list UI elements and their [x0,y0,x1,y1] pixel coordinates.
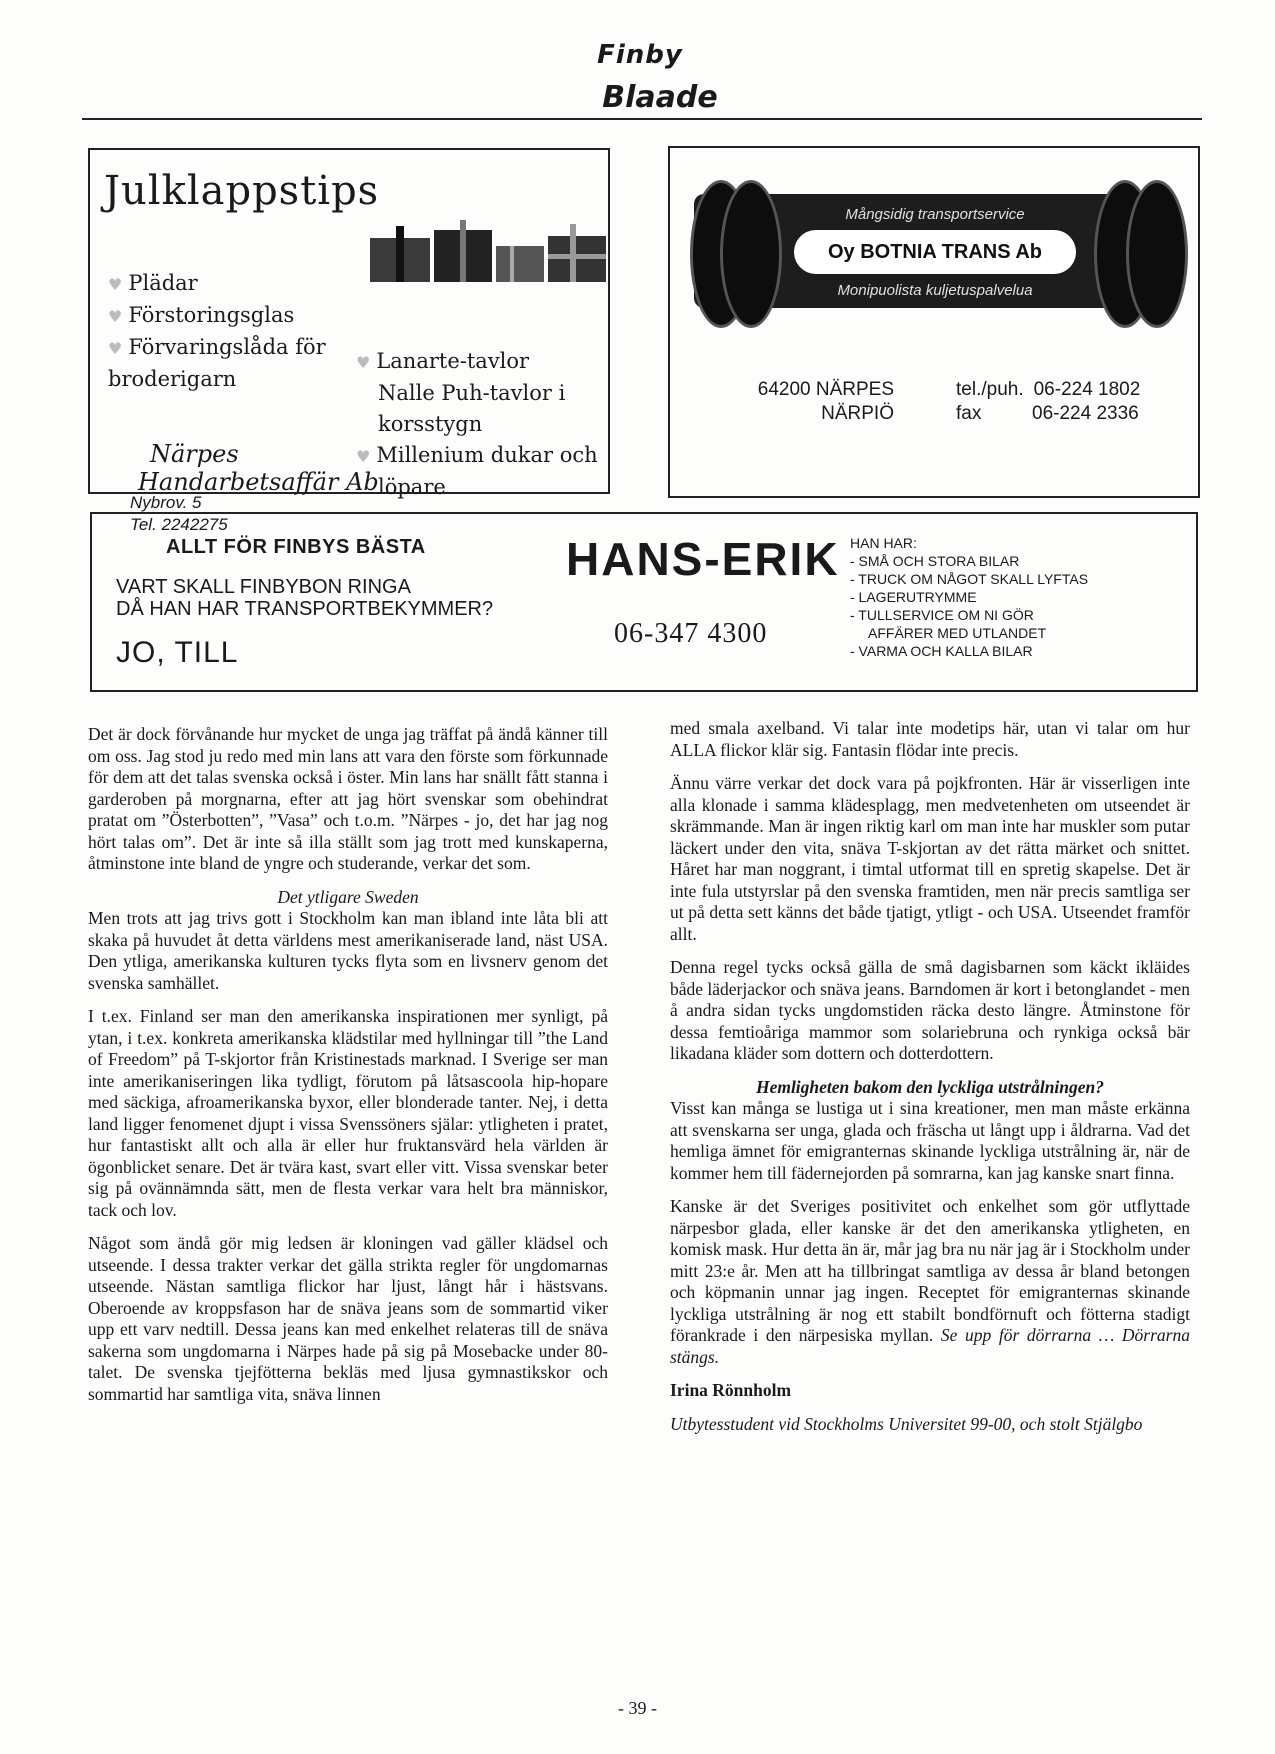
tyre-icon [1126,180,1188,328]
masthead-rule [82,118,1202,120]
ad-julklapp-shop [110,440,379,496]
gift-icon: ♥ [108,275,123,294]
list-item: - TRUCK OM NÅGOT SKALL LYFTAS [850,571,1089,587]
hans-services [850,534,1088,660]
article-paragraph: Något som ändå gör mig ledsen är kloningen vad gäller klädsel och utseende. I dessa trakter verkar det gälla strikta regler för ungdomarnas utseende. Nästan samtliga flickor har ljust, långt hår i hästsvans. Oberoende av kroppsfason har de snäva jeans som de sommartid viker upp ett varv nedtill. Dessa jeans kan med enkelhet relateras till de snäva sakerna som ungdomarna i Närpes hade på sig på Mosebacke under 80-talet. De svenska tjejfötterna bekläs med ljusa gymnastikskor och sommartid har samtliga vita, snäva linnen [88,1233,608,1404]
article-paragraph: Ännu värre verkar det dock vara på pojkfronten. Här är visserligen inte alla klonade i samma klädesplagg, men medvetenheten om utseendet är skrämmande. Man är ingen riktig karl om man inte har muskler som putar läckert under den vita, snäva T-skjortan av det rätta märket och snittet. Håret har man noggrant, i timtal utformat till en spretig skapelse. Det är inte fula utstyrslar på den svenska framtiden, men när precis samtliga ser ut på detta sett känns det både tjatigt, ytligt - och USA. Utseendet framför allt. [670,773,1190,944]
list-item: ♥ Millenium dukar och [356,443,598,467]
hans-services-heading: HAN HAR: [850,535,917,551]
hans-question: VART SKALL FINBYBON RINGA DÅ HAN HAR TRANSPORTBEKYMMER? [116,576,494,620]
list-item: - LAGERUTRYMME [850,589,977,605]
article-closing-italic: Se upp för dörrarna … Dörrarna stängs. [670,1325,1190,1367]
shop-name-line2: Handarbetsaffär Ab [138,468,379,496]
article-paragraph: Men trots att jag trivs gott i Stockholm kan man ibland inte låta bli att skaka på huvudet åt detta världens mest amerikaniserade land, näst USA. Den ytliga, amerikanska kulturen tycks flyta som en livsnerv genom det svenska samhället. [88,908,608,993]
list-item: ♥ Förvaringslåda för [108,335,326,359]
list-item: broderigarn [108,367,237,391]
ad-botnia-banner [694,194,1176,308]
article-subheading: Det ytligare Sweden [277,886,419,907]
list-item: AFFÄRER MED UTLANDET [868,625,1047,641]
botnia-fax: fax 06-224 2336 [956,403,1139,424]
ad-julklapp-items-right [356,346,598,503]
gift-icon: ♥ [356,447,371,466]
list-item: ♥ Förstoringsglas [108,303,295,327]
list-item: - VARMA OCH KALLA BILAR [850,643,1033,659]
article-author: Irina Rönnholm [670,1380,792,1400]
shop-name-line1: Närpes [150,440,239,468]
gift-boxes-illustration [370,216,610,286]
botnia-tagline-top: Mångsidig transportservice [845,206,1025,223]
botnia-address [694,378,894,426]
list-item: ♥ Plädar [108,271,198,295]
article-paragraph: Visst kan många se lustiga ut i sina kreationer, men man måste erkänna att svenskarna ser unga, glada och fräscha ut långt upp i åldrarna. Vad det hemliga ämnet för emigranternas skinande lyckliga utstrålning är, när de kommer hem till fädernejorden på somrarna, kan jag kanske snart finna. [670,1098,1190,1183]
article-paragraph: Kanske är det Sveriges positivitet och enkelhet som gör utflyttade närpesbor glada, eller kanske är det den amerikanska ytligheten, en komisk mask. Hur detta än är, mår jag bra nu när jag är i Stockholm under mitt 23:e år. Men att ha tillbringat samtliga av dessa år bland betongen och köpmanin unnar jag ingen. Receptet för emigranternas skinande lyckliga utstrålning är nog ett stabilt bondförnuft och fötterna stadigt förankrade i den närpesiska myllan. Se upp för dörrarna … Dörrarna stängs. [670,1196,1190,1367]
gift-icon: ♥ [356,353,371,372]
gift-icon: ♥ [108,339,123,358]
hans-answer: JO, TILL [116,636,239,669]
page-number: - 39 - [618,1698,657,1718]
botnia-phone: tel./puh. 06-224 1802 [956,379,1141,400]
article-paragraph: I t.ex. Finland ser man den amerikanska inspirationen mer synligt, på ytan, i t.ex. konkreta amerikanska klädstilar med hyllningar till ”the Land of Freedom” på T-skjortor från Kristinestads marknad. I Sverige ser man inte amerikaniseringen lika tydligt, förutom på låtsascoola hip-hopare med säckiga, afroamerikanska byxor, eller blonderade tanter. Nej, i detta land ligger fenomenet djupt i vissa Svenssöners själar: ytligheten i pratet, hur fantastiskt allt och alla är eller hur fruktansvärd hela världen är ögonblicket senare. Det är tvära kast, svart eller vitt. Vissa svenskar beter sig på ovännämnda sätt, men de flesta verkar vara helt bra människor, tack och lov. [88,1006,608,1220]
gift-icon: ♥ [108,307,123,326]
hans-name: HANS-ERIK [566,533,840,585]
ad-julklapp-items-left [108,268,326,394]
botnia-contact [956,378,1140,426]
article-paragraph: Det är dock förvånande hur mycket de unga jag träffat på ändå känner till om oss. Jag stod ju redo med min lans att vara den förste som förkunnade för dem att det talas svenska också i öster. Min lans har snällt fått stanna i garderoben på morgnarna, efter att jag hört svenskar som obehindrat pratat om ”Österbotten”, ”Vasa” och t.o.m. ”Närpes - jo, det har jag nog hört talas om”. Det är inte så illa ställt som jag trott med kunskaperna, åtminstone inte bland de yngre och studerande, verkar det som. [88,724,608,873]
list-item: - SMÅ OCH STORA BILAR [850,553,1020,569]
masthead-blaade: Blaade [602,80,718,115]
ad-julklapp-title: Julklappstips [104,168,380,214]
shop-phone: Tel. 2242275 [130,515,228,534]
list-item: ♥ Lanarte-tavlor [356,349,530,373]
hans-phone: 06-347 4300 [614,618,768,649]
hans-headline: ALLT FÖR FINBYS BÄSTA [166,536,426,558]
botnia-city-fi: NÄRPIÖ [821,403,894,424]
article-column-right [670,718,1190,1447]
botnia-company-name: Oy BOTNIA TRANS Ab [794,230,1076,274]
article-column-left [88,724,608,1417]
botnia-tagline-bottom: Monipuolista kuljetuspalvelua [837,282,1033,299]
botnia-postcode: 64200 NÄRPES [757,379,894,400]
article-author-affiliation: Utbytesstudent vid Stockholms Universitet 99-00, och stolt Stjälgbo [670,1413,1143,1434]
list-item: korsstygn [378,412,483,436]
shop-address: Nybrov. 5 [130,493,202,512]
article-paragraph: Denna regel tycks också gälla de små dagisbarnen som käckt ikläides både läderjackor och snäva jeans. Barndomen är kort i betonglandet - men å andra sidan tycks ungdomstiden räcka desto längre. Åtminstone för dessa femtioåriga mammor som solariebruna och rynkiga också bär likadana kläder som dottern och dotterdottern. [670,957,1190,1063]
article-subheading: Hemligheten bakom den lyckliga utstrålningen? [755,1076,1105,1097]
tyre-icon [720,180,782,328]
list-item: löpare [378,475,446,499]
article-paragraph: med smala axelband. Vi talar inte modetips här, utan vi talar om hur ALLA flickor klär sig. Fantasin flödar inte precis. [670,718,1190,760]
ad-julklappstips [88,148,610,534]
ad-botnia-trans [668,146,1200,498]
masthead-finby: Finby [597,40,683,70]
list-item: - TULLSERVICE OM NI GÖR [850,607,1034,623]
list-item: Nalle Puh-tavlor i [378,381,566,405]
ad-hans-erik [90,512,1198,692]
